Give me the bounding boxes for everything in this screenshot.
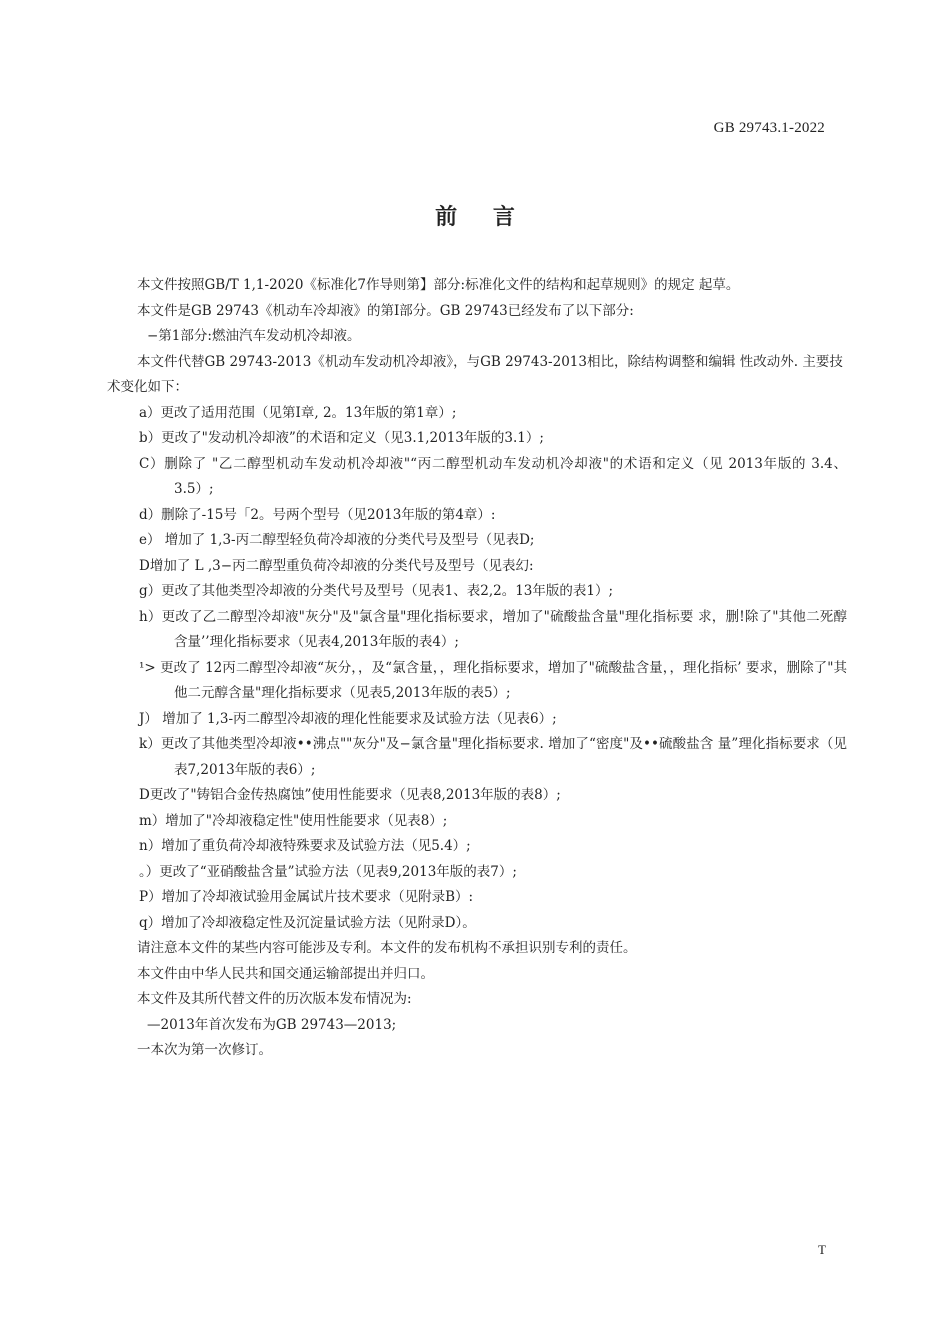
change-item: e） 增加了 1,3-丙二醇型轻负荷冷却液的分类代号及型号（见表D; xyxy=(139,532,535,548)
page-title: 前 言 xyxy=(435,205,529,230)
paragraph-drafting-rules: 本文件按照GB/T 1,1-2020《标准化7作导则第】部分:标准化文件的结构和起草规则》的规定 起草。 xyxy=(137,277,740,293)
document-code: GB 29743.1-2022 xyxy=(713,120,825,136)
change-item: 。）更改了“亚硝酸盐含量”试验方法（见表9,2013年版的表7）; xyxy=(139,863,517,880)
change-item: k）更改了其他类型冷却液••沸点""灰分"及−氯含量"理化指标要求. 增加了“密度"及••硫酸盐含 量”理化指标要求（见表7,2013年版的表6）; xyxy=(139,736,847,778)
paragraph-replacement: 本文件代替GB 29743-2013《机动车发动机冷却液》，与GB 29743-2013相比，除结构调整和编辑 性改动外. 主要技术变化如下： xyxy=(107,353,843,395)
history-item: 一本次为第一次修订。 xyxy=(137,1042,272,1058)
paragraph-part-statement: 本文件是GB 29743《机动车冷却液》的第I部分。GB 29743已经发布了以下部分: xyxy=(137,302,634,319)
change-item: b）更改了"发动机冷却液”的术语和定义（见3.1,2013年版的3.1）; xyxy=(139,430,544,446)
paragraph-proposer: 本文件由中华人民共和国交通运输部提出并归口。 xyxy=(137,965,434,982)
change-item: n）增加了重负荷冷却液特殊要求及试验方法（见5.4）; xyxy=(139,838,471,854)
change-item: g）更改了其他类型冷却液的分类代号及型号（见表1、表2,2。13年版的表1）; xyxy=(139,583,614,599)
change-item: J） 增加了 1,3-丙二醇型冷却液的理化性能要求及试验方法（见表6）; xyxy=(139,710,557,727)
paragraph-part-list: −第1部分:燃油汽车发动机冷却液。 xyxy=(147,328,361,344)
paragraph-history-intro: 本文件及其所代替文件的历次版本发布情况为: xyxy=(137,991,412,1007)
change-item: P）增加了冷却液试验用金属试片技术要求（见附录B）: xyxy=(139,889,474,905)
paragraph-patent-notice: 请注意本文件的某些内容可能涉及专利。本文件的发布机构不承担识别专利的责任。 xyxy=(137,940,637,956)
change-item: q）增加了冷却液稳定性及沉淀量试验方法（见附录D）。 xyxy=(139,914,476,931)
change-item: d）删除了-15号「2。号两个型号（见2013年版的第4章）: xyxy=(139,506,496,523)
document-body xyxy=(107,273,847,1064)
change-item: D增加了 L ,3−丙二醇型重负荷冷却液的分类代号及型号（见表幻: xyxy=(139,557,534,574)
change-item: h）更改了乙二醇型冷却液"灰分"及"氯含量"理化指标要求，增加了"硫酸盐含量"理化指标要 求，删!除了"其他二死醇含量’’理化指标要求（见表4,2013年版的表4）; xyxy=(139,608,847,650)
page-number: T xyxy=(818,1242,826,1257)
history-item: —2013年首次发布为GB 29743—2013; xyxy=(147,1016,397,1033)
change-item: ¹> 更改了 12丙二醇型冷却液“灰分，，及“氯含量，，理化指标要求，增加了"硫酸盐含量，，理化指标’ 要求，删除了"其他二元醇含量"理化指标要求（见表5,2013年版的表5）; xyxy=(139,659,847,701)
change-item: D更改了"铸铝合金传热腐蚀”使用性能要求（见表8,2013年版的表8）; xyxy=(139,787,561,803)
change-item: a）更改了适用范围（见第I章, 2。13年版的第1章）; xyxy=(139,404,457,421)
change-item: m）增加了"冷却液稳定性"使用性能要求（见表8）; xyxy=(139,812,448,829)
change-item: C）删除了 "乙二醇型机动车发动机冷却液"“丙二醇型机动车发动机冷却液"的术语和定义（见 2013年版的 3.4、3.5）; xyxy=(139,455,847,497)
